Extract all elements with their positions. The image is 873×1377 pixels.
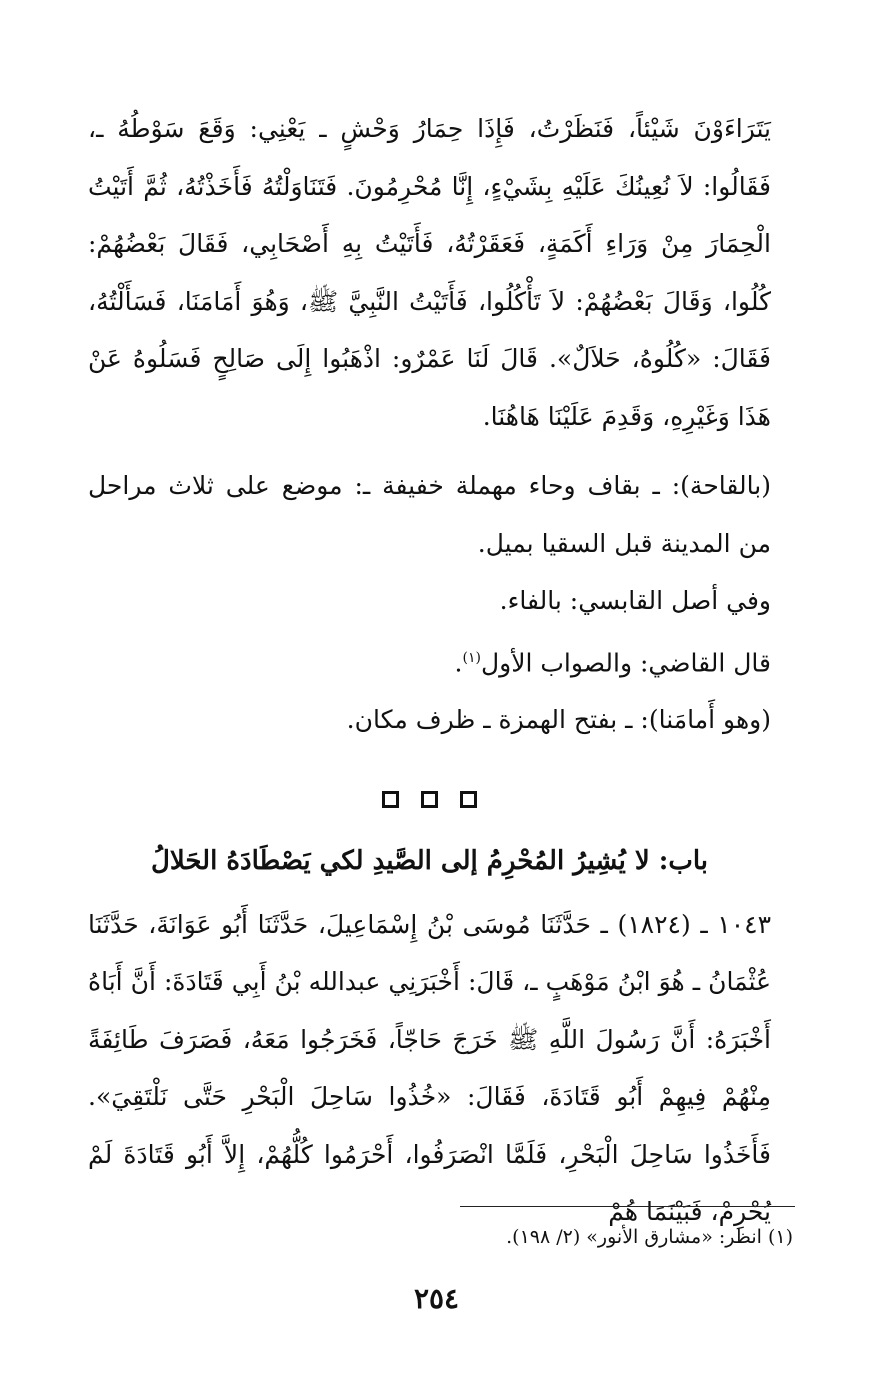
note-qadi-line [88,630,771,692]
hadith-1043-paragraph: ١٠٤٣ ـ (١٨٢٤) ـ حَدَّثَنَا مُوسَى بْنُ إِسْمَاعِيلَ، حَدَّثَنَا أَبُو عَوَانَةَ، حَدَّثَنَا عُثْمَانُ ـ هُوَ ابْنُ مَوْهَبٍ ـ، قَالَ: أَخْبَرَنِي عبدالله بْنُ أَبِي قَتَادَةَ: أَنَّ أَبَاهُ أَخْبَرَهُ: أَنَّ رَسُولَ اللَّهِ ﷺ خَرَجَ حَاجّاً، فَخَرَجُوا مَعَهُ، فَصَرَفَ طَائِفَةً مِنْهُمْ فِيهِمْ أَبُو قَتَادَةَ، فَقَالَ: «خُذُوا سَاحِلَ الْبَحْرِ حَتَّى نَلْتَقِيَ». فَأَخَذُوا سَاحِلَ الْبَحْرِ، فَلَمَّا انْصَرَفُوا، أَحْرَمُوا كُلُّهُمْ، إِلاَّ أَبُو قَتَادَةَ لَمْ يُحْرِمْ، فَبَيْنَمَا هُمْ [88,909,771,1227]
separator-square-icon [460,791,477,808]
footnote-reference[interactable]: (١) [462,649,481,666]
note-qadi-text: قال القاضي: والصواب الأول [480,647,771,677]
separator-square-icon [421,791,438,808]
chapter-label: باب [668,845,709,876]
separator-square-icon [382,791,399,808]
page-number: ٢٥٤ [413,1282,460,1315]
section-separator [88,791,771,808]
footnote: (١) انظر: «مشارق الأنور» (٢/ ١٩٨). [506,1226,793,1248]
note-qadi-end: . [454,647,463,677]
note-qaha-paragraph: (بالقاحة): ـ بقاف وحاء مهملة خفيفة ـ: موضع على ثلاث مراحل من المدينة قبل السقيا بميل. [88,471,771,558]
hadith-continuation-paragraph: يَتَرَاءَوْنَ شَيْئاً، فَنَظَرْتُ، فَإِذَا حِمَارُ وَحْشٍ ـ يَعْنِي: وَقَعَ سَوْطُهُ ـ، فَقَالُوا: لاَ نُعِينُكَ عَلَيْهِ بِشَيْءٍ، إِنَّا مُحْرِمُونَ. فَتَنَاوَلْتُهُ فَأَخَذْتُهُ، ثُمَّ أَتَيْتُ الْحِمَارَ مِنْ وَرَاءِ أَكَمَةٍ، فَعَقَرْتُهُ، فَأَتَيْتُ بِهِ أَصْحَابِي، فَقَالَ بَعْضُهُمْ: كُلُوا، وَقَالَ بَعْضُهُمْ: لاَ تَأْكُلُوا، فَأَتَيْتُ النَّبِيَّ ﷺ، وَهُوَ أَمَامَنَا، فَسَأَلْتُهُ، فَقَالَ: «كُلُوهُ، حَلاَلٌ». قَالَ لَنَا عَمْرٌو: اذْهَبُوا إِلَى صَالِحٍ فَسَلُوهُ عَنْ هَذَا وَغَيْرِهِ، وَقَدِمَ عَلَيْنَا هَاهُنَا. [88,114,771,431]
chapter-title: : لا يُشِيرُ المُحْرِمُ إلى الصَّيدِ لكي يَصْطَادَهُ الحَلالُ [150,845,669,876]
note-amamana-line: (وهو أَمامَنا): ـ بفتح الهمزة ـ ظرف مكان. [346,705,771,735]
footnote-divider [460,1206,795,1207]
note-qabisi-line: وفي أصل القابسي: بالفاء. [499,586,771,615]
chapter-heading [88,834,771,888]
